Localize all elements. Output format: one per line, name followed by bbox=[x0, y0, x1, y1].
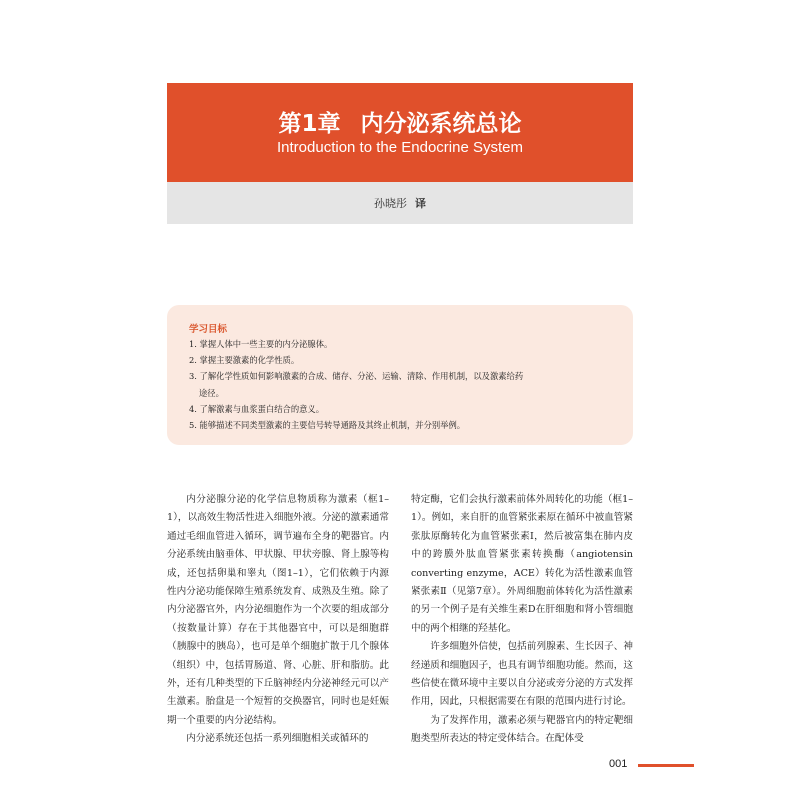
objective-item: 4. 了解激素与血浆蛋白结合的意义。 bbox=[189, 403, 325, 414]
learning-objectives-list bbox=[189, 336, 619, 433]
chapter-title bbox=[167, 105, 633, 138]
objective-item: 1. 掌握人体中一些主要的内分泌腺体。 bbox=[189, 339, 333, 349]
learning-objectives-box bbox=[167, 305, 633, 445]
body-paragraph: 内分泌腺分泌的化学信息物质称为激素（框1–1），以高效生物活性进入细胞外液。分泌的激素通常通过毛细血管进入循环，调节遍布全身的靶器官。内分泌系统由脑垂体、甲状腺、甲状旁腺、肾上腺等构成，还包括卵巢和睾丸（图1–1），它们依赖于内源性内分泌功能保障生殖系统发育、成熟及生殖。除了内分泌器官外，内分泌细胞作为一个次要的组成部分（按数量计算）存在于其他器官中，可以是细胞群（胰腺中的胰岛），也可是单个细胞扩散于几个腺体（组织）中，包括胃肠道、肾、心脏、肝和脂肪。此外，还有几种类型的下丘脑神经内分泌神经元可以产生激素。胎盘是一个短暂的交换器官，同时也是妊娠期一个重要的内分泌结构。 bbox=[167, 494, 389, 726]
objective-item: 3. 了解化学性质如何影响激素的合成、储存、分泌、运输、清除、作用机制，以及激素给药 bbox=[189, 371, 524, 382]
learning-objectives-heading: 学习目标 bbox=[189, 324, 228, 335]
body-paragraph: 内分泌系统还包括一系列细胞相关或循环的 bbox=[186, 733, 369, 745]
translator-role: 译 bbox=[415, 197, 426, 210]
translator-bar bbox=[167, 182, 633, 224]
body-column-right bbox=[411, 491, 633, 749]
chapter-subtitle: Introduction to the Endocrine System bbox=[277, 139, 523, 156]
chapter-number: 第1章 bbox=[278, 111, 341, 137]
chapter-banner bbox=[167, 83, 633, 182]
translator-name: 孙晓彤 bbox=[374, 197, 407, 210]
body-paragraph: 许多细胞外信使，包括前列腺素、生长因子、神经递质和细胞因子，也具有调节细胞功能。然而，这些信使在微环境中主要以自分泌或旁分泌的方式发挥作用，因此，只根据需要在有限的范围内进行讨论。 bbox=[411, 641, 633, 708]
body-column-left bbox=[167, 491, 389, 749]
body-paragraph: 为了发挥作用，激素必须与靶器官内的特定靶细胞类型所表达的特定受体结合。在配体受 bbox=[411, 714, 633, 745]
objective-item: 2. 掌握主要激素的化学性质。 bbox=[189, 355, 300, 366]
objective-item-continuation: 途径。 bbox=[199, 387, 224, 398]
page-number-rule bbox=[638, 764, 694, 767]
chapter-title-text: 内分泌系统总论 bbox=[360, 111, 522, 137]
body-paragraph: 特定酶，它们会执行激素前体外周转化的功能（框1–1）。例如，来自肝的血管紧张素原在循环中被血管紧张肽原酶转化为血管紧张素Ⅰ，然后被富集在肺内皮中的跨膜外肽血管紧张素转换酶（angiotensin converting enzyme，ACE）转化为活性激素血管紧张素Ⅱ（见第7章）。外周细胞前体转化为活性激素的另一个例子是有关维生素D在肝细胞和肾小管细胞中的两个相继的羟基化。 bbox=[411, 494, 633, 634]
objective-item: 5. 能够描述不同类型激素的主要信号转导通路及其终止机制，并分别举例。 bbox=[189, 420, 466, 431]
page-number: 001 bbox=[609, 758, 628, 770]
